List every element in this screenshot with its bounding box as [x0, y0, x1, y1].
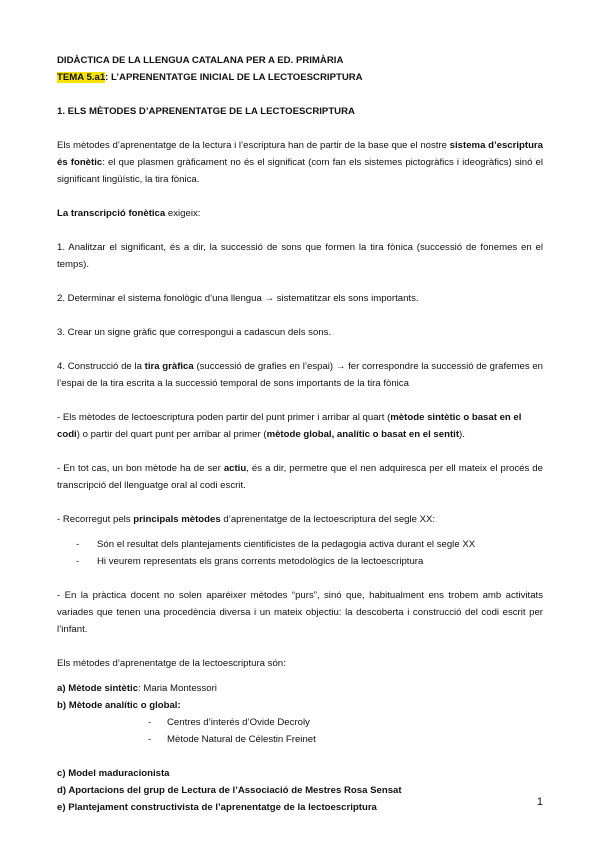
methods-bold-2: mètode global, analític o basat en el sentit — [266, 429, 460, 440]
list-item — [57, 714, 543, 731]
list-b-bold: b) Mètode analític o global — [57, 700, 178, 711]
transcription-bold: La transcripció fonètica — [57, 208, 166, 219]
overview-item-2: Hi veurem representats els grans corrents metodològics de la lectoescriptura — [97, 556, 424, 567]
dash-marker: - — [148, 734, 152, 745]
step-3: 3. Crear un signe gràfic que correspongui a cadascun dels sons. — [57, 327, 332, 338]
methods-text-1: - Els mètodes de lectoescriptura poden partir del punt primer i arribar al quart ( — [57, 412, 391, 423]
list-intro: Els mètodes d’aprenentatge de la lectoescriptura són: — [57, 658, 286, 669]
section-title: 1. ELS MÈTODES D’APRENENTATGE DE LA LECTOESCRIPTURA — [57, 106, 355, 117]
overview-paragraph — [57, 511, 543, 528]
step-4-text-1: 4. Construcció de la — [57, 361, 145, 372]
step-1: 1. Analitzar el significant, és a dir, la successió de sons que formen la tira fònica (successió de fonemes en el temps). — [57, 242, 543, 270]
list-item-b — [57, 697, 543, 714]
dash-marker: - — [148, 717, 152, 728]
intro-text-1: Els mètodes d’aprenentatge de la lectura i l’escriptura han de partir de la base que el nostre — [57, 140, 450, 151]
methods-text-2: ) o partir del quart punt per arribar al primer ( — [76, 429, 267, 440]
step-4-bold: tira gràfica — [144, 361, 194, 372]
list-item-e: e) Plantejament constructivista de l’aprenentatge de la lectoescriptura — [57, 802, 377, 813]
step-2: 2. Determinar el sistema fonològic d’una llengua → sistematitzar els sons importants. — [57, 293, 419, 304]
practice-paragraph: - En la pràctica docent no solen aparéixer mètodes “purs”, sinó que, habitualment ens trobem amb activitats variades que tenen una procedència diversa i un mateix objectiu: la descoberta i construcció del codi escrit per l’infant. — [57, 590, 543, 635]
overview-bold: principals mètodes — [133, 514, 221, 525]
intro-text-2: : el que plasmen gràficament no és el significat (com fan els sistemes pictogràfics i ideogràfics) sinó el significant lingüístic, la tira fònica. — [57, 157, 543, 185]
list-a-text: : Maria Montessori — [138, 683, 217, 694]
list-a-bold: a) Mètode sintètic — [57, 683, 139, 694]
overview-item-1: Són el resultat dels plantejaments cientificistes de la pedagogia activa durant el segle XX — [97, 539, 476, 550]
dash-marker: - — [76, 539, 80, 550]
step-4 — [57, 358, 543, 392]
intro-bold: sistema d’escriptura és fonètic — [57, 140, 543, 168]
course-title: DIDÀCTICA DE LA LLENGUA CATALANA PER A ED. PRIMÀRIA — [57, 55, 344, 66]
methods-bold-1: mètode sintètic o basat en el codi — [57, 412, 522, 440]
document-page — [57, 52, 543, 816]
list-item-c: c) Model maduracionista — [57, 768, 170, 779]
intro-paragraph — [57, 137, 543, 188]
overview-text-2: d’aprenentatge de la lectoescriptura del segle XX: — [220, 514, 436, 525]
topic-title-rest: : L’APRENENTATGE INICIAL DE LA LECTOESCRIPTURA — [105, 72, 363, 83]
list-item — [57, 731, 543, 748]
list-item — [57, 536, 543, 553]
list-item — [57, 553, 543, 570]
methods-paragraph — [57, 409, 543, 443]
list-b-sub-1: Centres d’interés d’Ovide Decroly — [167, 717, 310, 728]
good-method-text-2: , és a dir, permetre que el nen adquiresca per ell mateix el procés de transcripció del llenguatge oral al codi escrit. — [57, 463, 543, 491]
list-item-a — [57, 680, 543, 697]
step-4-text-2: (successió de grafies en l’espai) → fer correspondre la successió de grafemes en l’espai de la tira escrita a la successió temporal de sons importants de la tira fònica — [57, 361, 543, 389]
topic-code-highlight: TEMA 5.a1 — [57, 72, 106, 83]
page-number: 1 — [536, 796, 543, 808]
good-method-text-1: - En tot cas, un bon mètode ha de ser — [57, 463, 224, 474]
list-b-colon: : — [177, 700, 181, 711]
topic-title — [57, 69, 543, 86]
list-item-d: d) Aportacions del grup de Lectura de l’Associació de Mestres Rosa Sensat — [57, 785, 402, 796]
transcription-heading — [57, 205, 543, 222]
good-method-paragraph — [57, 460, 543, 494]
dash-marker: - — [76, 556, 80, 567]
transcription-text: exigeix: — [165, 208, 201, 219]
overview-text-1: - Recorregut pels — [57, 514, 134, 525]
methods-text-3: ). — [459, 429, 465, 440]
list-b-sub-2: Mètode Natural de Célestin Freinet — [167, 734, 316, 745]
good-method-bold: actiu — [223, 463, 247, 474]
